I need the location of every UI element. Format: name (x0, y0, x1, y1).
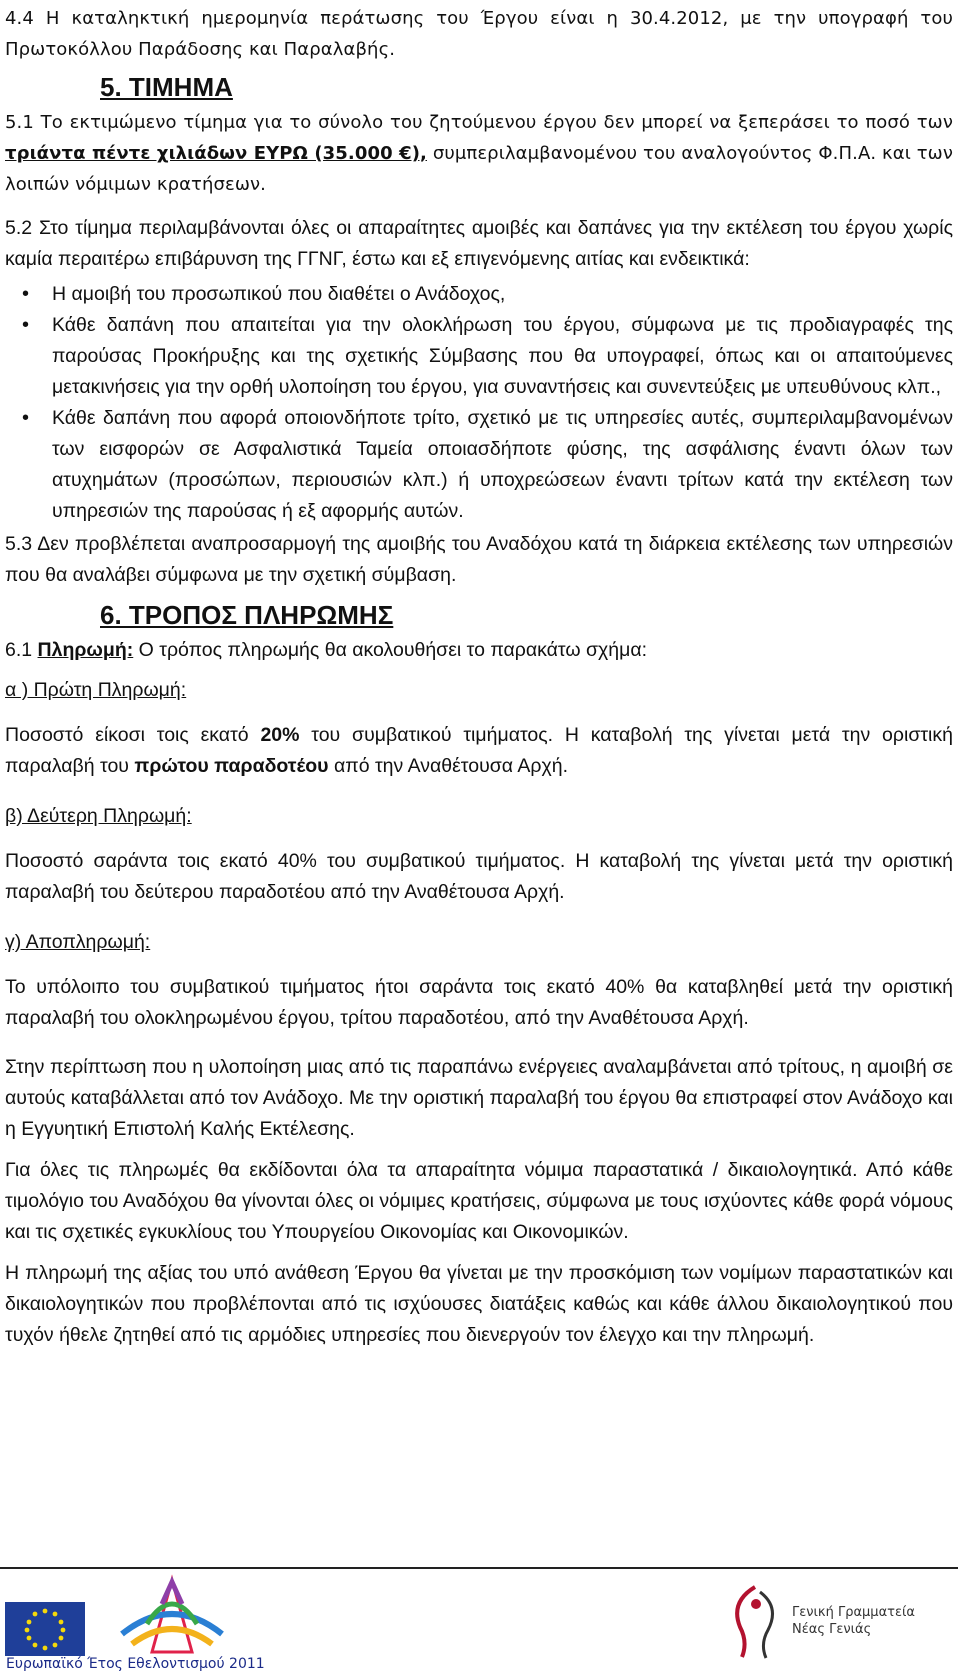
document-page (5, 0, 953, 1351)
clause-6-1-number: 6.1 (5, 639, 38, 661)
first-payment-t1: Ποσοστό είκοσι τοις εκατό (5, 724, 261, 746)
clause-6-1 (5, 635, 953, 666)
cost-list (5, 279, 953, 527)
documents-paragraph: Για όλες τις πληρωμές θα εκδίδονται όλα τα απαραίτητα νόμιμα παραστατικά / δικαιολογητικά. Από κάθε τιμολόγιο του Αναδόχου θα γίνονται όλες οι νόμιμες κρατήσεις, σύμφωνα με τους ισχύοντες κάθε φορά νόμους και τις σχετικές εγκυκλίους του Υπουργείου Οικονομίας και Οικονομικών. (5, 1159, 953, 1243)
clause-5-3: 5.3 Δεν προβλέπεται αναπροσαρμογή της αμοιβής του Αναδόχου κατά τη διάρκεια εκτέλεσης των υπηρεσιών που θα αναλάβει σύμφωνα με την σχετική σύμβαση. (5, 533, 953, 586)
ggng-line-1: Γενική Γραμματεία (792, 1605, 915, 1620)
list-item: • Η αμοιβή του προσωπικού που διαθέτει ο Ανάδοχος, (52, 279, 953, 310)
first-payment-percent: 20% (260, 724, 300, 746)
first-payment-deliverable: πρώτου παραδοτέου (134, 755, 329, 777)
page-footer (0, 1572, 960, 1672)
first-payment-t2: του συμβατικού τιμήματος. Η καταβολή της γίνεται μετά την οριστική παραλαβή του (5, 724, 953, 777)
section-5-heading: 5. ΤΙΜΗΜΑ (100, 72, 233, 102)
third-party-paragraph: Στην περίπτωση που η υλοποίηση μιας από τις παραπάνω ενέργειες αναλαμβάνεται από τρίτους, η αμοιβή σε αυτούς καταβάλλεται από τον Ανάδοχο. Με την οριστική παραλαβή του έργου θα επιστραφεί στον Ανάδοχο και η Εγγυητική Επιστολή Καλής Εκτέλεσης. (5, 1056, 953, 1140)
first-payment-title: α ) Πρώτη Πληρωμή: (5, 679, 187, 701)
clause-6-1-label: Πληρωμή: (37, 639, 134, 661)
list-item: • Κάθε δαπάνη που απαιτείται για την ολοκλήρωση του έργου, σύμφωνα με τις προδιαγραφές της παρούσας Προκήρυξης και της σχετικής Σύμβασης που θα υπογραφεί, όπως και οι απαιτούμενες μετακινήσεις για την ορθή υλοποίηση του έργου, για συναντήσεις και συνεντεύξεις με υπευθύνους κλπ., (52, 310, 953, 403)
first-payment-t3: από την Αναθέτουσα Αρχή. (328, 755, 568, 777)
clause-6-1-text: Ο τρόπος πληρωμής θα ακολουθήσει το παρακάτω σχήμα: (133, 639, 648, 661)
final-payment-title: γ) Αποπληρωμή: (5, 931, 151, 953)
volunteering-year-caption: Ευρωπαϊκό Έτος Εθελοντισμού 2011 (6, 1656, 265, 1672)
section-6-heading: 6. ΤΡΟΠΟΣ ΠΛΗΡΩΜΗΣ (100, 600, 394, 630)
clause-5-1-amount: τριάντα πέντε χιλιάδων ΕΥΡΩ (35.000 €), (5, 143, 427, 164)
footer-divider (0, 1567, 958, 1569)
eu-flag-logo (5, 1602, 85, 1656)
first-payment-text (5, 720, 953, 782)
ggng-name (792, 1604, 915, 1638)
volunteering-year-logo (92, 1574, 252, 1654)
clause-5-2: 5.2 Στο τίμημα περιλαμβάνονται όλες οι απαραίτητες αμοιβές και δαπάνες για την εκτέλεση του έργου χωρίς καμία περαιτέρω επιβάρυνση της ΓΓΝΓ, έστω και εξ επιγενόμενης αιτίας και ενδεικτικά: (5, 217, 953, 270)
list-item: • Κάθε δαπάνη που αφορά οποιονδήποτε τρίτο, σχετικό με τις υπηρεσίες αυτές, συμπεριλαμβανομένων των εισφορών σε Ασφαλιστικά Ταμεία οποιασδήποτε φύσης, της ασφάλισης έναντι όλων των ατυχημάτων (προσώπων, περιουσιών κλπ.) ή υποχρεώσεων έναντι τρίτων κατά την εκτέλεση των υπηρεσιών της παρούσας ή εξ αφορμής αυτών. (52, 403, 953, 527)
clause-5-1-text-c: συμπεριλαμβανομένου του αναλογούντος Φ.Π.Α. και των λοιπών νόμιμων κρατήσεων. (5, 143, 954, 195)
ggng-figure-icon (720, 1582, 790, 1662)
ggng-logo (720, 1582, 950, 1662)
second-payment-title: β) Δεύτερη Πληρωμή: (5, 805, 192, 827)
clause-5-1-text-a: 5.1 Το εκτιμώμενο τίμημα για το σύνολο του ζητούμενου έργου δεν μπορεί να ξεπεράσει το ποσό των (5, 112, 953, 133)
second-payment-text: Ποσοστό σαράντα τοις εκατό 40% του συμβατικού τιμήματος. Η καταβολή της γίνεται μετά την οριστική παραλαβή του δεύτερου παραδοτέου από την Αναθέτουσα Αρχή. (5, 850, 953, 903)
payment-paragraph: Η πληρωμή της αξίας του υπό ανάθεση Έργου θα γίνεται με την προσκόμιση των νομίμων παραστατικών και δικαιολογητικών που προβλέπονται από τις ισχύουσες διατάξεις καθώς και κάθε άλλου δικαιολογητικού που τυχόν ήθελε ζητηθεί από τις αρμόδιες υπηρεσίες που διενεργούν τον έλεγχο και την πληρωμή. (5, 1262, 953, 1346)
final-payment-text: Το υπόλοιπο του συμβατικού τιμήματος ήτοι σαράντα τοις εκατό 40% θα καταβληθεί μετά την οριστική παραλαβή του ολοκληρωμένου έργου, τρίτου παραδοτέου, από την Αναθέτουσα Αρχή. (5, 976, 953, 1029)
clause-4-4: 4.4 Η καταληκτική ημερομηνία περάτωσης του Έργου είναι η 30.4.2012, με την υπογραφή του Πρωτοκόλλου Παράδοσης και Παραλαβής. (5, 8, 953, 60)
ggng-line-2: Νέας Γενιάς (792, 1622, 872, 1637)
clause-5-1 (5, 107, 953, 200)
